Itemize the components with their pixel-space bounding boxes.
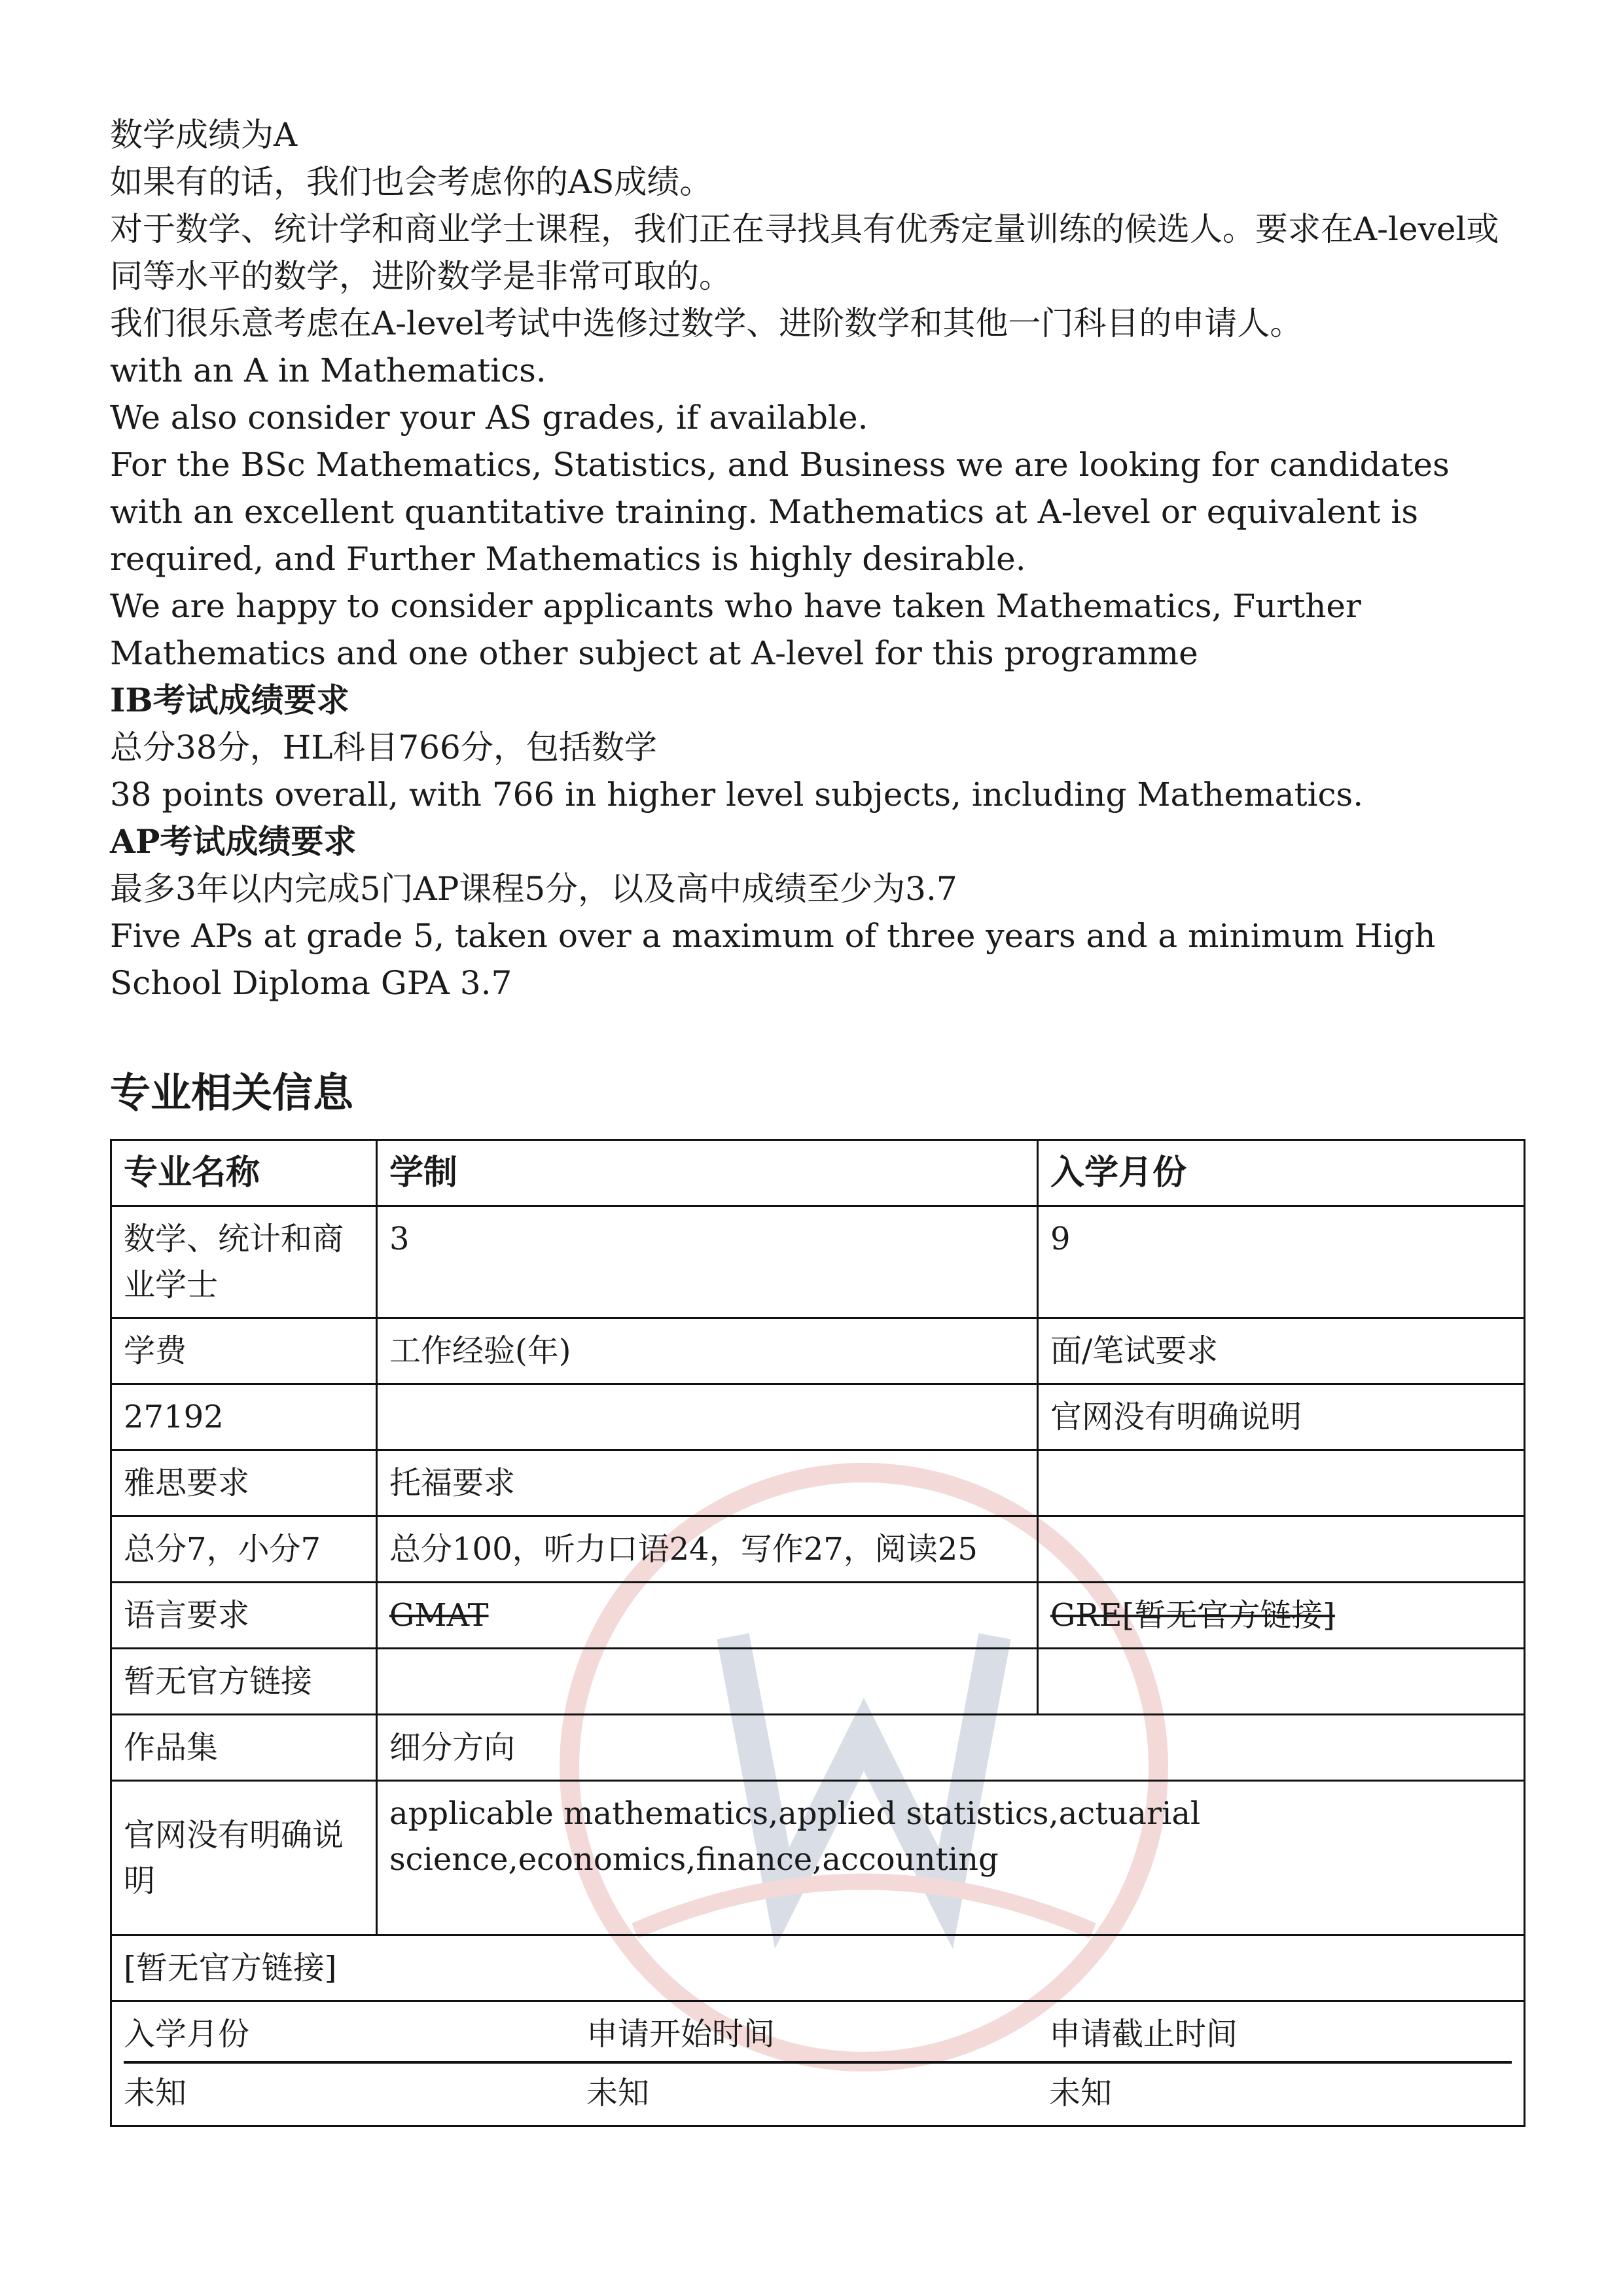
- header-intake: 入学月份: [1038, 1140, 1525, 1206]
- toefl-value: 总分100，听力口语24，写作27，阅读25: [377, 1516, 1038, 1583]
- gre-label: GRE[暂无官方链接]: [1038, 1583, 1525, 1649]
- table-row: [111, 1206, 1525, 1318]
- table-row: [111, 1935, 1525, 2001]
- sub-header-intake: 入学月份: [124, 2016, 250, 2053]
- requirements-block: [110, 111, 1524, 1007]
- empty-cell: [1038, 1450, 1525, 1516]
- sub-deadline-value: 未知: [1049, 2075, 1113, 2111]
- dates-header: [124, 2011, 1512, 2064]
- req-line-8: We are happy to consider applicants who have taken Mathematics, Further Mathematics and one other subject at A-level for this programme: [110, 587, 1361, 672]
- duration-value: 3: [377, 1206, 1038, 1318]
- label-fee: 学费: [111, 1318, 377, 1384]
- table-row: [111, 1583, 1525, 1649]
- program-info-table: [110, 1139, 1525, 2127]
- label-language: 语言要求: [111, 1583, 377, 1649]
- label-directions: 细分方向: [377, 1715, 1525, 1781]
- table-row: [111, 1516, 1525, 1583]
- ib-heading: IB考试成绩要求: [110, 681, 349, 719]
- fee-value: 27192: [111, 1384, 377, 1450]
- empty-cell: [1038, 1649, 1525, 1715]
- label-ielts: 雅思要求: [111, 1450, 377, 1516]
- table-row: [111, 1781, 1525, 1935]
- label-work-experience: 工作经验(年): [377, 1318, 1038, 1384]
- table-row: [111, 1649, 1525, 1715]
- table-row: [111, 1715, 1525, 1781]
- dates-subtable: [111, 2001, 1525, 2126]
- dates-values: [124, 2070, 1512, 2116]
- ap-heading: AP考试成绩要求: [110, 822, 357, 861]
- label-interview: 面/笔试要求: [1038, 1318, 1525, 1384]
- empty-cell: [377, 1649, 1038, 1715]
- ap-en: Five APs at grade 5, taken over a maximum of three years and a minimum High School Diploma GPA 3.7: [110, 917, 1436, 1002]
- directions-value: applicable mathematics,applied statistics,actuarial science,economics,finance,accounting: [377, 1781, 1525, 1935]
- req-line-6: We also consider your AS grades, if available.: [110, 399, 868, 437]
- ib-cn: 总分38分，HL科目766分，包括数学: [110, 728, 657, 766]
- table-row: [111, 1450, 1525, 1516]
- table-row: [111, 1140, 1525, 1206]
- sub-intake-value: 未知: [124, 2075, 187, 2111]
- req-line-5: with an A in Mathematics.: [110, 351, 546, 389]
- work-experience-value: [377, 1384, 1038, 1450]
- ielts-value: 总分7，小分7: [111, 1516, 377, 1583]
- empty-cell: [1038, 1516, 1525, 1583]
- req-line-1: 数学成绩为A: [110, 116, 298, 154]
- sub-header-deadline: 申请截止时间: [1049, 2016, 1238, 2053]
- label-toefl: 托福要求: [377, 1450, 1038, 1516]
- req-line-7: For the BSc Mathematics, Statistics, and Business we are looking for candidates with an excellent quantitative training. Mathematics at A-level or equivalent is required, and Further Mathematics is highly desirable.: [110, 446, 1450, 578]
- label-portfolio: 作品集: [111, 1715, 377, 1781]
- header-duration: 学制: [377, 1140, 1038, 1206]
- sub-header-start: 申请开始时间: [586, 2016, 776, 2053]
- table-row: [111, 1318, 1525, 1384]
- sub-start-value: 未知: [586, 2075, 650, 2111]
- portfolio-value: 官网没有明确说明: [111, 1781, 377, 1935]
- req-line-3: 对于数学、统计学和商业学士课程，我们正在寻找具有优秀定量训练的候选人。要求在A-level或同等水平的数学，进阶数学是非常可取的。: [110, 210, 1499, 295]
- req-line-4: 我们很乐意考虑在A-level考试中选修过数学、进阶数学和其他一门科目的申请人。: [110, 304, 1303, 342]
- section-title: 专业相关信息: [110, 1069, 354, 1117]
- ap-cn: 最多3年以内完成5门AP课程5分，以及高中成绩至少为3.7: [110, 870, 957, 908]
- header-program-name: 专业名称: [111, 1140, 377, 1206]
- program-name: 数学、统计和商业学士: [111, 1206, 377, 1318]
- table-row: [111, 2001, 1525, 2126]
- req-line-2: 如果有的话，我们也会考虑你的AS成绩。: [110, 163, 713, 201]
- interview-value: 官网没有明确说明: [1038, 1384, 1525, 1450]
- portfolio-link: [暂无官方链接]: [111, 1935, 1525, 2001]
- language-value: 暂无官方链接: [111, 1649, 377, 1715]
- ib-en: 38 points overall, with 766 in higher level subjects, including Mathematics.: [110, 776, 1364, 814]
- gmat-label: GMAT: [377, 1583, 1038, 1649]
- intake-value: 9: [1038, 1206, 1525, 1318]
- table-row: [111, 1384, 1525, 1450]
